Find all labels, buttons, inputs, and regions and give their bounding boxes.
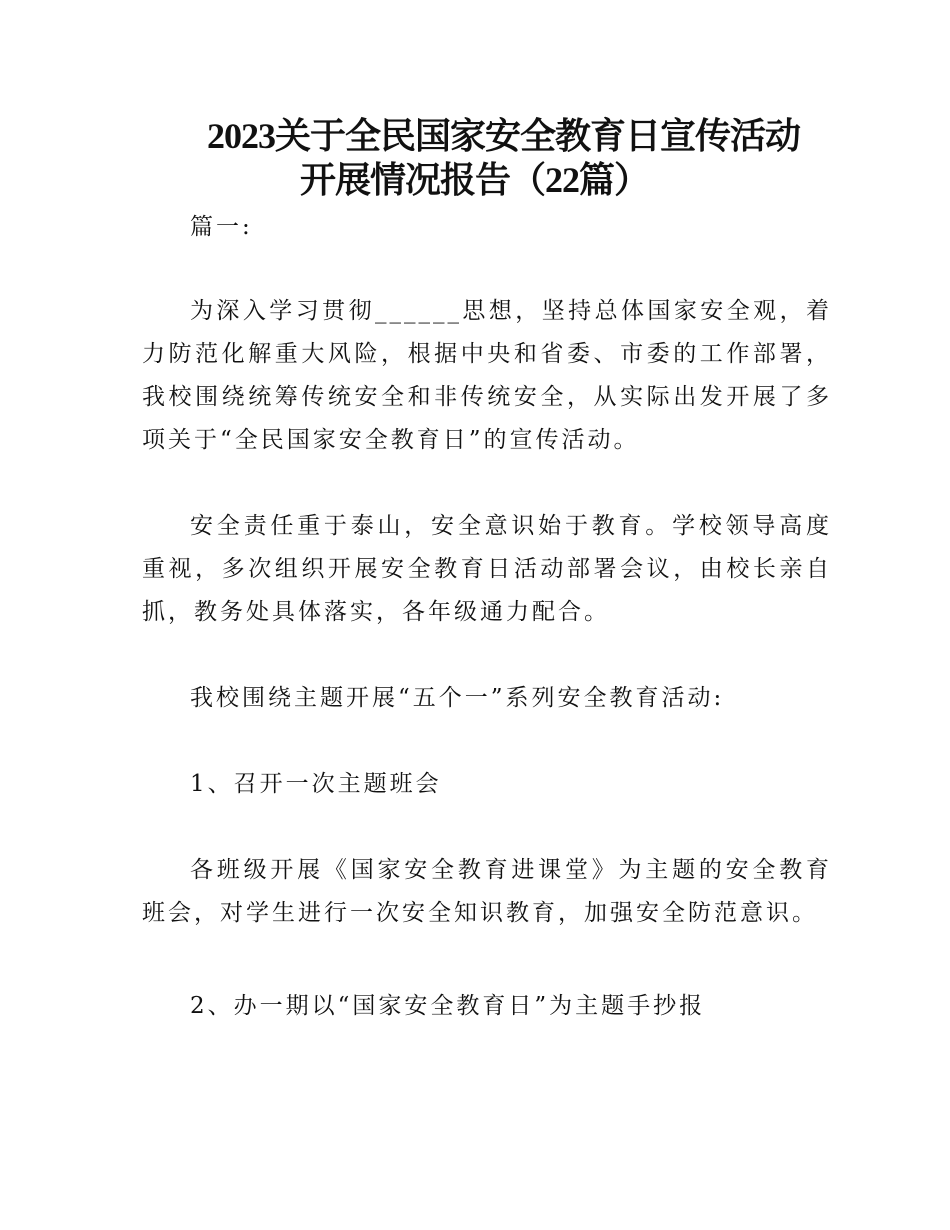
paragraph-five-activities: 我校围绕主题开展“五个一”系列安全教育活动: (190, 685, 725, 711)
list-item-heading-1: 1、召开一次主题班会 (190, 771, 442, 797)
document-title-line-1: 2023关于全民国家安全教育日宣传活动 (207, 116, 801, 156)
section-heading: 篇一: (190, 214, 253, 240)
document-title-line-2: 开展情况报告（22篇） (300, 160, 650, 200)
paragraph-class-meeting: 各班级开展《国家安全教育进课堂》为主题的安全教育班会，对学生进行一次安全知识教育，加强安全防范意识。 (142, 857, 832, 926)
list-item-heading-2: 2、办一期以“国家安全教育日”为主题手抄报 (190, 993, 706, 1019)
paragraph-responsibility: 安全责任重于泰山，安全意识始于教育。学校领导高度重视，多次组织开展安全教育日活动部署会议，由校长亲自抓，教务处具体落实，各年级通力配合。 (142, 513, 832, 625)
paragraph-intro: 为深入学习贯彻______思想，坚持总体国家安全观，着力防范化解重大风险，根据中央和省委、市委的工作部署，我校围绕统筹传统安全和非传统安全，从实际出发开展了多项关于“全民国家安全教育日”的宣传活动。 (142, 298, 832, 453)
